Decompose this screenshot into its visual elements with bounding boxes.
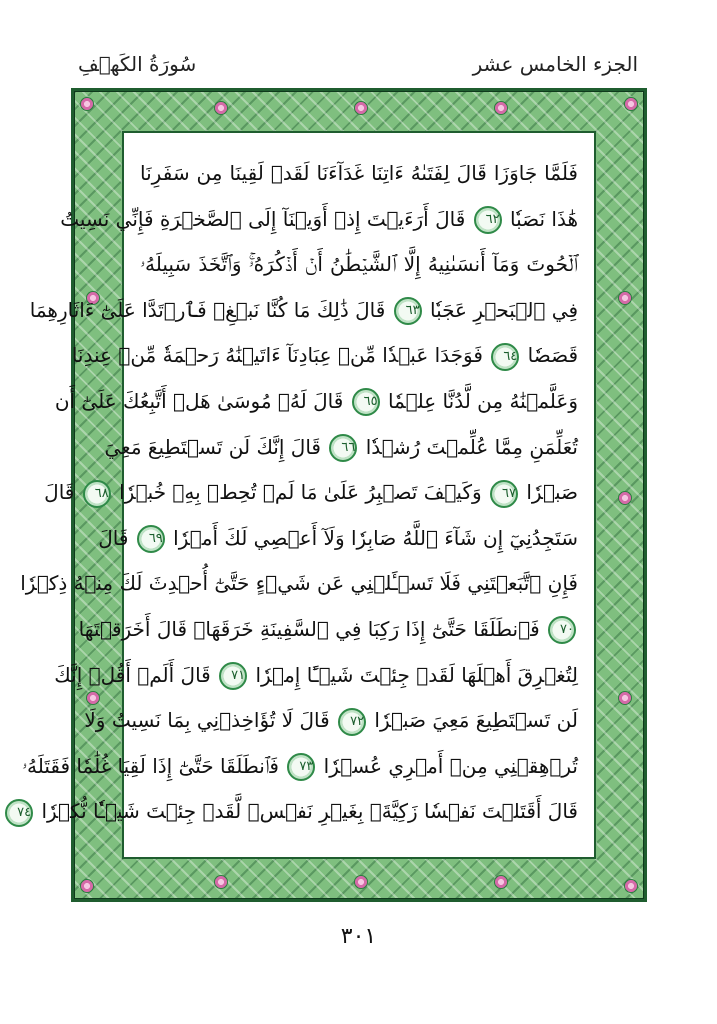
text-line: فَلَمَّا جَاوَزَا قَالَ لِفَتَىٰهُ ءَاتِنَا غَدَآءَنَا لَقَدۡ لَقِينَا مِن سَفَرِنَا [140,161,578,185]
rosette-icon [494,101,508,115]
rosette-icon [624,879,638,893]
text-line: صَبۡرٗا ٦٧ وَكَيۡفَ تَصۡبِرُ عَلَىٰ مَا لَمۡ تُحِطۡ بِهِۦ خُبۡرٗا ٦٨ قَالَ [140,470,578,516]
text-line: تُعَلِّمَنِ مِمَّا عُلِّمۡتَ رُشۡدٗا ٦٦ قَالَ إِنَّكَ لَن تَسۡتَطِيعَ مَعِيَ [140,425,578,471]
rosette-icon [618,691,632,705]
text-line: ٧٠ فَٱنطَلَقَا حَتَّىٰٓ إِذَا رَكِبَا فِي ٱلسَّفِينَةِ خَرَقَهَاۖ قَالَ أَخَرَقۡتَهَا [140,607,578,653]
quran-text [17,151,578,835]
ayah-number-icon: ٧٢ [338,708,366,736]
ayah-number-icon: ٧٣ [287,753,315,781]
ayah-number-icon: ٦٨ [83,480,111,508]
text-line: تُرۡهِقۡنِي مِنۡ أَمۡرِي عُسۡرٗا ٧٣ فَٱنطَلَقَا حَتَّىٰٓ إِذَا لَقِيَا غُلَٰمٗا فَقَتَلَهُۥ [140,744,578,790]
rosette-icon [494,875,508,889]
surah-title: سُورَةُ الكَهۡفِ [78,52,197,76]
text-line: فِي ٱلۡبَحۡرِ عَجَبٗا ٦٣ قَالَ ذَٰلِكَ مَا كُنَّا نَبۡغِۚ فَٱرۡتَدَّا عَلَىٰٓ ءَاثَارِهِمَا [140,288,578,334]
ayah-number-icon: ٦٣ [394,297,422,325]
ayah-number-icon: ٦٦ [329,434,357,462]
page-header [78,52,638,88]
rosette-icon [214,101,228,115]
text-line: وَعَلَّمۡنَٰهُ مِن لَّدُنَّا عِلۡمٗا ٦٥ قَالَ لَهُۥ مُوسَىٰ هَلۡ أَتَّبِعُكَ عَلَىٰٓ أَن [140,379,578,425]
decorative-frame [17,88,647,902]
text-line: قَصَصٗا ٦٤ فَوَجَدَا عَبۡدٗا مِّنۡ عِبَادِنَآ ءَاتَيۡنَٰهُ رَحۡمَةٗ مِّنۡ عِندِنَا [140,333,578,379]
rosette-icon [214,875,228,889]
text-line: سَتَجِدُنِيٓ إِن شَآءَ ٱللَّهُ صَابِرٗا وَلَآ أَعۡصِي لَكَ أَمۡرٗا ٦٩ قَالَ [140,516,578,562]
ayah-number-icon: ٦٩ [137,525,165,553]
text-line: فَإِنِ ٱتَّبَعۡتَنِي فَلَا تَسۡـَٔلۡنِي عَن شَيۡءٍ حَتَّىٰٓ أُحۡدِثَ لَكَ مِنۡهُ ذِكۡرٗا [20,571,578,596]
text-line: قَالَ أَقَتَلۡتَ نَفۡسٗا زَكِيَّةَۢ بِغَيۡرِ نَفۡسٖ لَّقَدۡ جِئۡتَ شَيۡـٔٗا نُّكۡرٗا ٧٤ [140,789,578,835]
ayah-number-icon: ٦٤ [491,343,519,371]
rosette-icon [618,291,632,305]
ayah-number-icon: ٦٥ [352,388,380,416]
text-line: ٱلۡحُوتَ وَمَآ أَنسَىٰنِيهُ إِلَّا ٱلشَّيۡطَٰنُ أَنۡ أَذۡكُرَهُۥۚ وَٱتَّخَذَ سَبِيلَهُۥ [140,252,578,277]
ayah-number-icon: ٦٢ [474,206,502,234]
rosette-icon [354,875,368,889]
rosette-icon [80,97,94,111]
ayah-number-icon: ٧١ [219,662,247,690]
text-line: هَٰذَا نَصَبٗا ٦٢ قَالَ أَرَءَيۡتَ إِذۡ أَوَيۡنَآ إِلَى ٱلصَّخۡرَةِ فَإِنِّي نَسِيتُ [140,197,578,243]
rosette-icon [354,101,368,115]
juz-title: الجزء الخامس عشر [472,52,638,76]
ayah-number-icon: ٧٠ [548,616,576,644]
text-panel [17,131,596,859]
rosette-icon [618,491,632,505]
ayah-number-icon: ٦٧ [490,480,518,508]
page-number: ٣٠١ [340,924,377,949]
rosette-icon [80,879,94,893]
rosette-icon [624,97,638,111]
text-line: لِتُغۡرِقَ أَهۡلَهَا لَقَدۡ جِئۡتَ شَيۡـًٔا إِمۡرٗا ٧١ قَالَ أَلَمۡ أَقُلۡ إِنَّكَ [140,653,578,699]
ayah-number-icon: ٧٤ [5,799,33,827]
text-line: لَن تَسۡتَطِيعَ مَعِيَ صَبۡرٗا ٧٢ قَالَ لَا تُؤَاخِذۡنِي بِمَا نَسِيتُ وَلَا [140,698,578,744]
